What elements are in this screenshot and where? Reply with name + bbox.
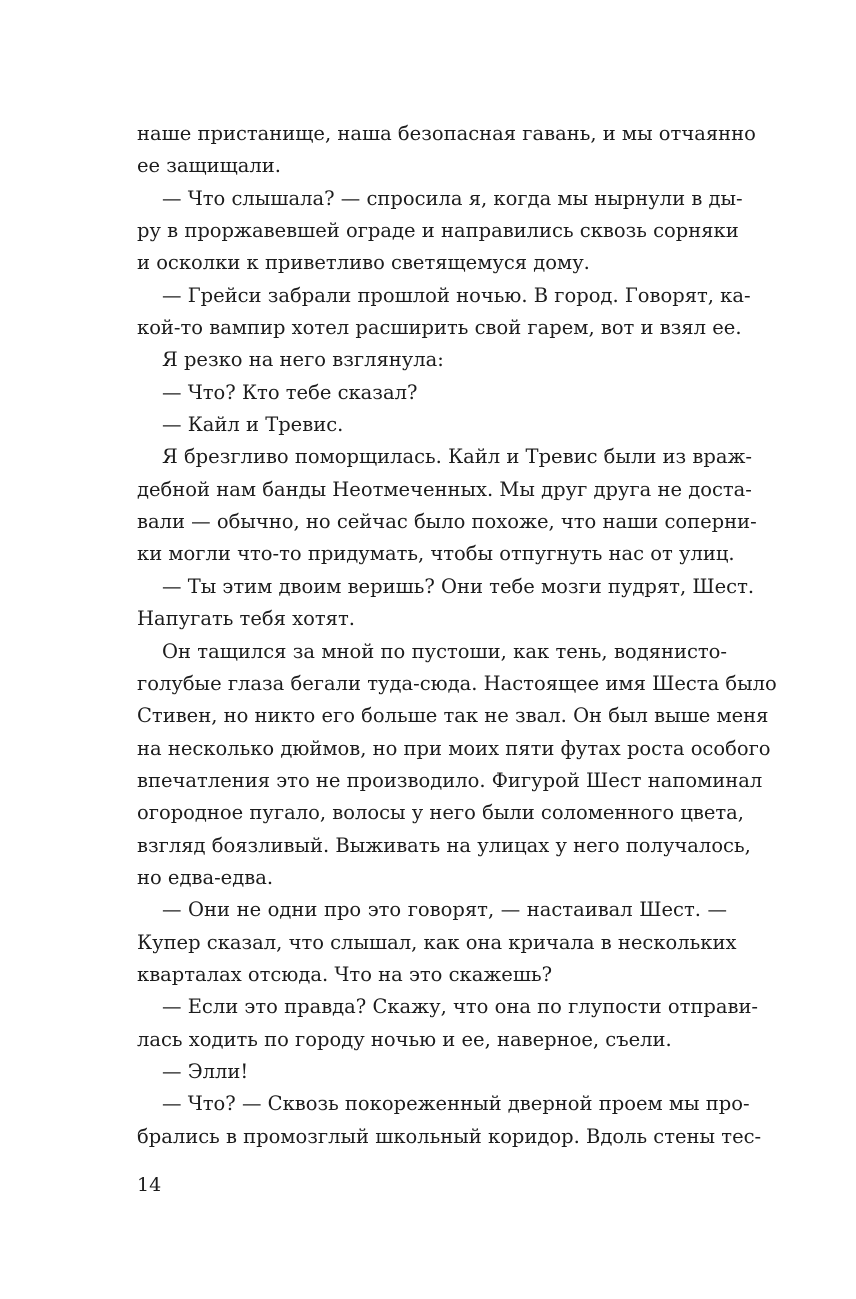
text-line: — Ты этим двоим веришь? Они тебе мозги пудрят, Шест. — [162, 574, 755, 598]
page-body — [137, 118, 777, 1153]
text-line: но едва-едва. — [137, 865, 274, 889]
text-line: Стивен, но никто его больше так не звал. Он был выше меня — [137, 704, 769, 728]
text-line: огородное пугало, волосы у него были соломенного цвета, — [137, 801, 744, 825]
text-line: — Если это правда? Скажу, что она по глупости отправи- — [162, 995, 759, 1019]
text-line: голубые глаза бегали туда-сюда. Настоящее имя Шеста было — [137, 671, 777, 695]
text-line: наше пристанище, наша безопасная гавань, и мы отчаянно — [137, 122, 756, 145]
text-line: — Что? — Сквозь покореженный дверной проем мы про- — [162, 1092, 750, 1116]
page-number: 14 — [137, 1174, 162, 1196]
text-line: на несколько дюймов, но при моих пяти футах роста особого — [137, 736, 771, 760]
text-line: Я брезгливо поморщилась. Кайл и Тревис были из враж- — [162, 445, 752, 469]
text-line: брались в промозглый школьный коридор. Вдоль стены тес- — [137, 1124, 762, 1148]
text-line: ее защищали. — [137, 154, 282, 178]
text-line: лась ходить по городу ночью и ее, наверное, съели. — [137, 1027, 672, 1051]
text-line: и осколки к приветливо светящемуся дому. — [137, 251, 590, 275]
text-line: — Кайл и Тревис. — [162, 413, 344, 437]
text-line: Я резко на него взглянула: — [162, 348, 444, 372]
text-line: кой-то вампир хотел расширить свой гарем, вот и взял ее. — [137, 316, 742, 340]
text-line: ру в проржавевшей ограде и направились сквозь сорняки — [137, 219, 739, 243]
text-line: вали — обычно, но сейчас было похоже, что наши соперни- — [137, 510, 757, 534]
text-line: — Элли! — [162, 1059, 249, 1083]
text-line: — Что? Кто тебе сказал? — [162, 380, 418, 404]
text-line: — Они не одни про это говорят, — настаивал Шест. — — [162, 898, 727, 922]
text-line: Купер сказал, что слышал, как она кричала в нескольких — [137, 930, 737, 954]
text-line: дебной нам банды Неотмеченных. Мы друг друга не доста- — [137, 477, 752, 501]
text-line: Он тащился за мной по пустоши, как тень, водянисто- — [162, 639, 727, 663]
text-line: — Грейси забрали прошлой ночью. В город. Говорят, ка- — [162, 283, 751, 307]
text-line: Напугать тебя хотят. — [137, 607, 355, 631]
text-line: — Что слышала? — спросила я, когда мы нырнули в ды- — [162, 186, 743, 210]
text-line: ки могли что-то придумать, чтобы отпугнуть нас от улиц. — [137, 542, 735, 566]
text-line: впечатления это не производило. Фигурой Шест напоминал — [137, 768, 763, 792]
text-line: кварталах отсюда. Что на это скажешь? — [137, 962, 553, 986]
text-line: взгляд боязливый. Выживать на улицах у него получалось, — [137, 833, 751, 857]
